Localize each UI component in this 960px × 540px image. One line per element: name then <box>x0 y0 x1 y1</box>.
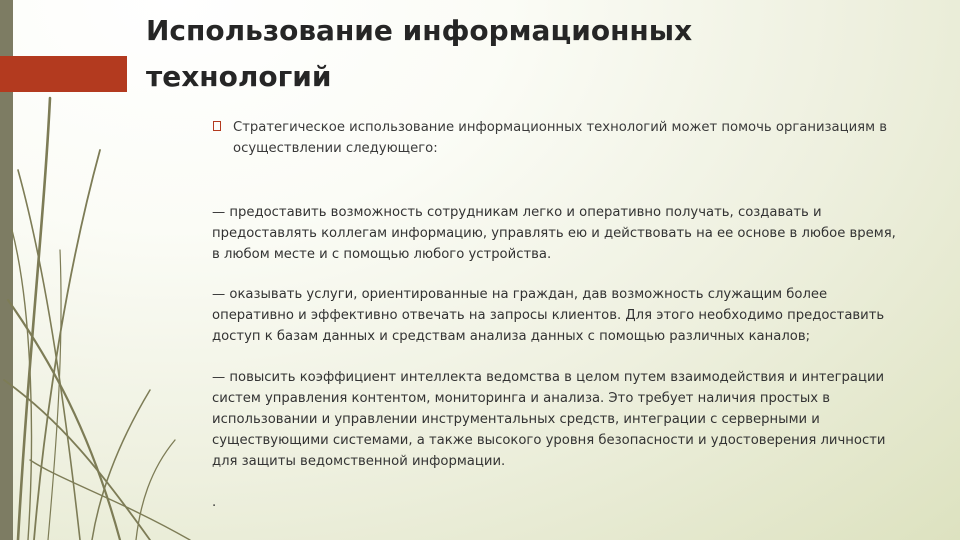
paragraph-2: — оказывать услуги, ориентированные на граждан, дав возможность служащим более оперативно и эффективно отвечать на запросы клиентов. Для этого необходимо предоставить доступ к базам данных и средствам анализа данных с помощью различных каналов; <box>212 287 885 344</box>
paragraph-4: . <box>212 495 217 510</box>
paragraph-3: — повысить коэффициент интеллекта ведомства в целом путем взаимодействия и интеграции систем управления контентом, мониторинга и анализа. Это требует наличия простых в использовании и управлении инструментальных средств, интеграции с серверными и существующими системами, а также высокого уровня безопасности и удостоверения личности для защиты ведомственной информации. <box>212 370 886 469</box>
bullet-square-icon <box>213 121 221 131</box>
slide-title: Использование информационных технологий <box>146 14 693 93</box>
intro-bullet <box>213 117 913 159</box>
paragraph-1: — предоставить возможность сотрудникам легко и оперативно получать, создавать и предоставлять коллегам информацию, управлять ею и действовать на ее основе в любое время, в любом месте и с помощью любого устройства. <box>212 205 896 262</box>
intro-bullet-text: Стратегическое использование информационных технологий может помочь организациям в осуществлении следующего: <box>233 120 888 156</box>
